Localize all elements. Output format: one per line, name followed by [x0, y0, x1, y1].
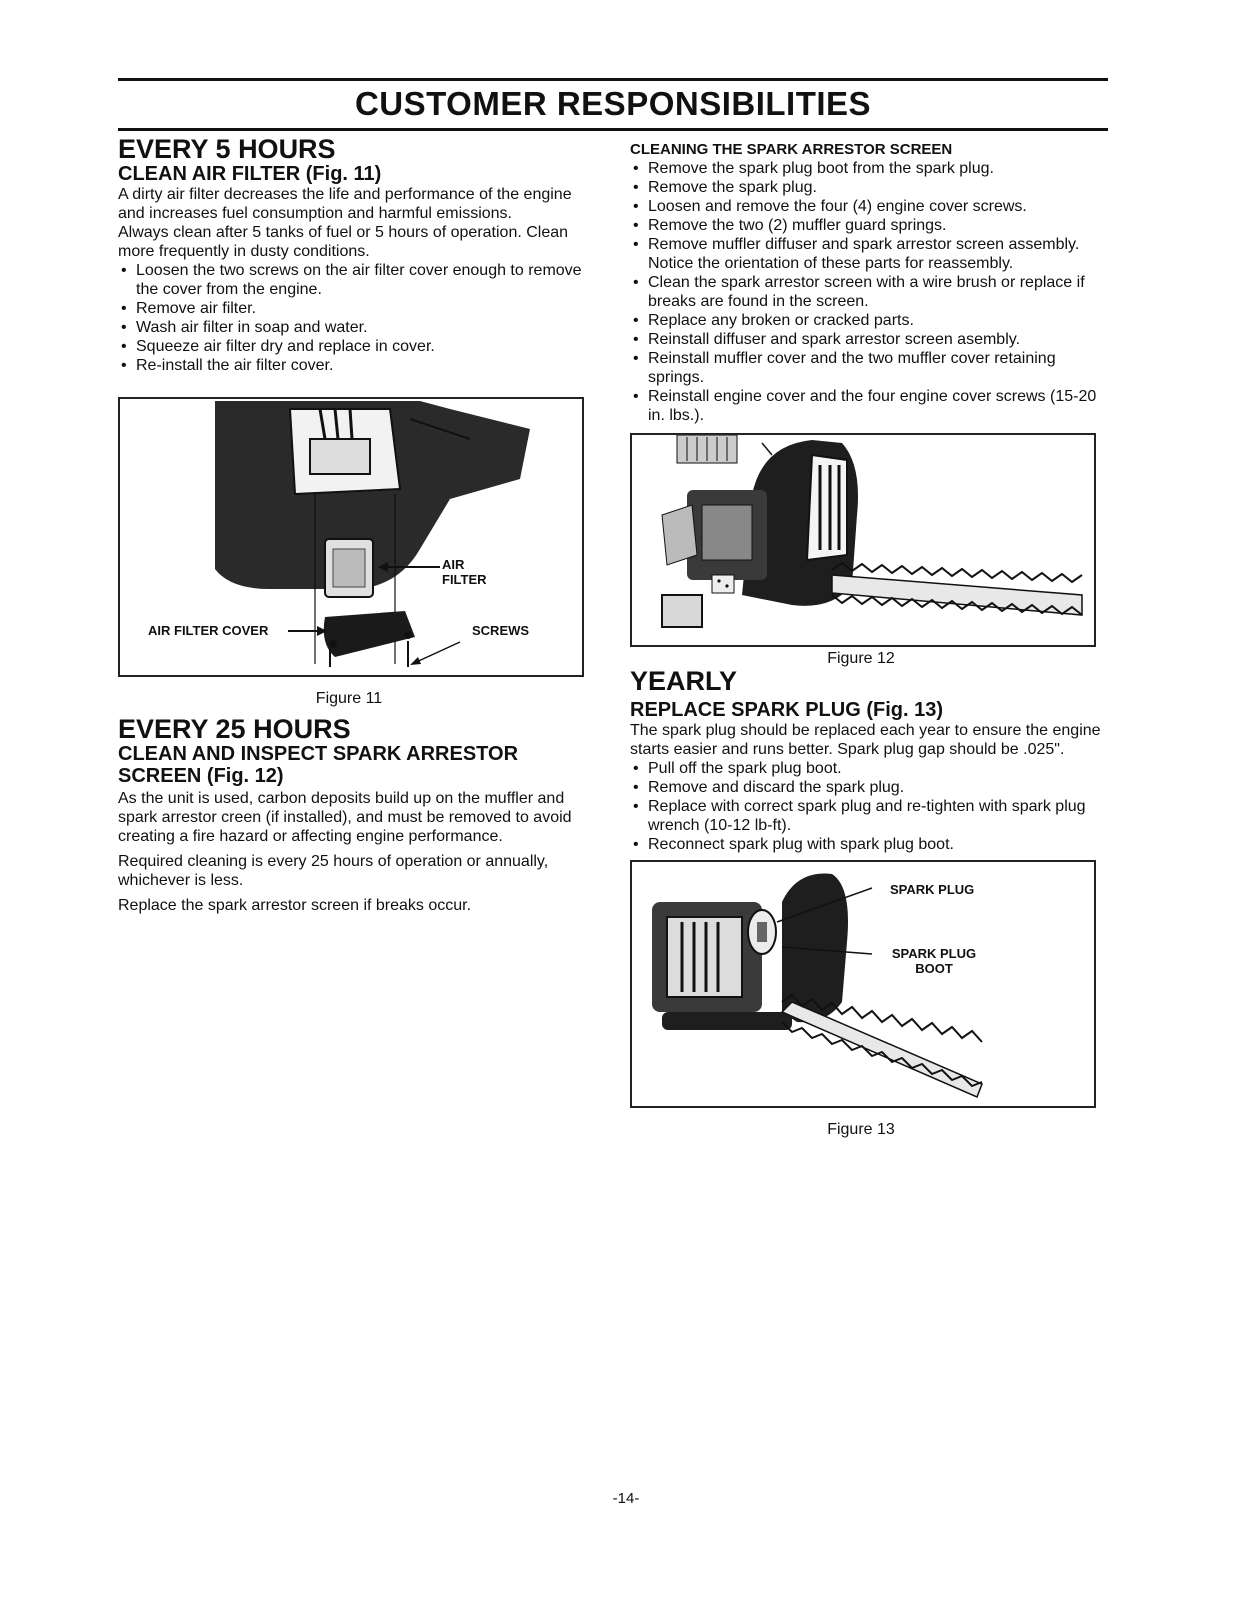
list-item: • Replace any broken or cracked parts. — [630, 311, 1108, 330]
air-filter-label: AIR FILTER — [442, 557, 487, 587]
spark-arrestor-steps — [630, 159, 1108, 425]
yearly-section — [630, 668, 1108, 854]
replace-spark-plug-heading: REPLACE SPARK PLUG (Fig. 13) — [630, 699, 943, 721]
list-item: • Remove the spark plug. — [630, 178, 1108, 197]
air-filter-steps — [118, 261, 598, 375]
every-25-hours-heading: EVERY 25 HOURS — [118, 714, 351, 744]
list-item: • Remove the spark plug boot from the spark plug. — [630, 159, 1108, 178]
clean-air-filter-heading: CLEAN AIR FILTER (Fig. 11) — [118, 163, 382, 185]
screws-label: SCREWS — [472, 623, 530, 638]
spark-arrestor-intro: As the unit is used, carbon deposits build up on the muffler and spark arrestor creen (if installed), and must be removed to avoid creating a fire hazard or affecting engine performance. — [118, 790, 572, 845]
list-item: • Reinstall diffuser and spark arrestor screen asembly. — [630, 330, 1108, 349]
figure-12-caption: Figure 12 — [827, 650, 895, 667]
every-25-hours-section — [118, 716, 598, 915]
spark-plug-boot-label: SPARK PLUG BOOT — [891, 946, 977, 976]
spark-plug-label: SPARK PLUG — [890, 882, 975, 897]
list-item: • Remove muffler diffuser and spark arrestor screen assembly. Notice the orientation of these parts for reassembly. — [630, 235, 1108, 273]
spark-plug-intro: The spark plug should be replaced each year to ensure the engine starts easier and runs better. Spark plug gap should be .025". — [630, 722, 1101, 758]
page-number: -14- — [612, 1490, 640, 1507]
title-rule — [118, 128, 1108, 131]
every-5-hours-heading: EVERY 5 HOURS — [118, 134, 336, 164]
every-5-hours-section — [118, 136, 598, 375]
air-filter-frequency: Always clean after 5 tanks of fuel or 5 hours of operation. Clean more frequently in dusty conditions. — [118, 224, 569, 260]
spark-arrestor-illustration — [632, 435, 1094, 645]
right-column — [630, 140, 1108, 1139]
cleaning-spark-arrestor-section — [630, 140, 1108, 425]
cleaning-spark-arrestor-heading: CLEANING THE SPARK ARRESTOR SCREEN — [630, 141, 953, 158]
page-title: CUSTOMER RESPONSIBILITIES — [354, 85, 872, 122]
list-item: • Remove and discard the spark plug. — [630, 778, 1108, 797]
list-item: • Remove the two (2) muffler guard springs. — [630, 216, 1108, 235]
list-item: • Clean the spark arrestor screen with a wire brush or replace if breaks are found in the screen. — [630, 273, 1108, 311]
figure-11 — [118, 397, 584, 677]
list-item: • Reconnect spark plug with spark plug boot. — [630, 835, 1108, 854]
list-item: • Replace with correct spark plug and re-tighten with spark plug wrench (10-12 lb-ft). — [630, 797, 1108, 835]
top-rule — [118, 78, 1108, 81]
list-item: • Wash air filter in soap and water. — [118, 318, 598, 337]
list-item: • Loosen and remove the four (4) engine cover screws. — [630, 197, 1108, 216]
list-item: • Reinstall engine cover and the four engine cover screws (15-20 in. lbs.). — [630, 387, 1108, 425]
spark-arrestor-schedule: Required cleaning is every 25 hours of operation or annually, whichever is less. — [118, 853, 549, 889]
figure-13 — [630, 860, 1096, 1108]
clean-spark-arrestor-heading: CLEAN AND INSPECT SPARK ARRESTOR SCREEN (Fig. 12) — [118, 743, 519, 787]
figure-12 — [630, 433, 1096, 647]
list-item: • Loosen the two screws on the air filter cover enough to remove the cover from the engine. — [118, 261, 598, 299]
spark-arrestor-replace-note: Replace the spark arrestor screen if breaks occur. — [118, 897, 472, 914]
air-filter-cover-label: AIR FILTER COVER — [148, 623, 269, 638]
list-item: • Squeeze air filter dry and replace in cover. — [118, 337, 598, 356]
spark-plug-illustration — [632, 862, 1094, 1106]
list-item: • Remove air filter. — [118, 299, 598, 318]
list-item: • Pull off the spark plug boot. — [630, 759, 1108, 778]
figure-11-caption: Figure 11 — [315, 690, 383, 707]
list-item: • Reinstall muffler cover and the two muffler cover retaining springs. — [630, 349, 1108, 387]
figure-13-caption: Figure 13 — [827, 1121, 895, 1138]
yearly-heading: YEARLY — [630, 666, 738, 696]
air-filter-intro: A dirty air filter decreases the life and performance of the engine and increases fuel consumption and harmful emissions. — [118, 186, 572, 222]
left-column — [118, 136, 598, 915]
list-item: • Re-install the air filter cover. — [118, 356, 598, 375]
spark-plug-steps — [630, 759, 1108, 854]
